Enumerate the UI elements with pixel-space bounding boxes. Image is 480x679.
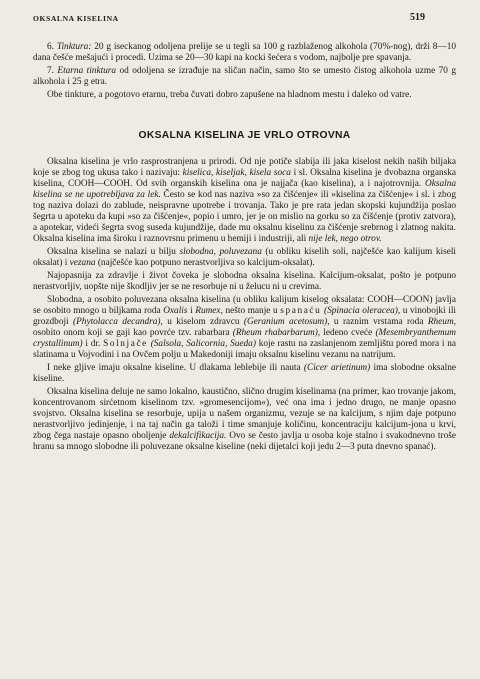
italic-text: (Spinacia oleracea) — [324, 305, 398, 316]
italic-text: Oksalna kiselina se ne upotrebljava za lek. — [33, 178, 456, 201]
paragraph — [33, 66, 456, 88]
text-run: 6. — [47, 42, 57, 52]
text-run: Oksalna kiselina se nalazi u bilju — [47, 247, 180, 258]
text-run: Oksalna kiselina deluje ne samo lokalno, kaustično, slično drugim kiselinama (na primer, kao trovanje jakom, koncentrovanom sirćetnom kiselinom tzv. »gromesencijom«), već ona ima i jedno drugo, ne manje opasno svojstvo. Oksalna kiselina se resorbuje, upija u našem organizmu, vezuje se na kalcijum, s njim daje potpuno nerastvorljivo jedinjenje, i na taj način ga taloži i time smanjuje količinu, koncentraciju kalcijum-jona u krvi, zbog čega nastaje opasno oboljenje — [33, 386, 456, 441]
text-run: , ledeno cveće — [317, 327, 376, 338]
text-run: , u kiselom zdravcu — [160, 316, 244, 327]
italic-text: (Cicer arietinum) — [303, 362, 371, 373]
paragraph — [33, 387, 456, 454]
italic-text: Rheum — [427, 316, 454, 327]
text-run: , osobito onom koji se gaji kao povrće tzv. rabarbara — [33, 316, 456, 338]
text-run: , nešto manje u — [220, 305, 281, 316]
text-run: , u raznim vrstama roda — [327, 316, 428, 327]
paragraph — [33, 90, 456, 101]
text-run: Često se kod nas naziva »so za čišćenje« ili »kiselina za čišćenje« i sl. i zbog tog naziva dolazi do zablude, neispravne upotrebe i trovanja. Tako je pre rata jedan skopski kujundžija poslao šegrta u apoteku da kupi »so za čišćenje«, popio i umro, jer je on mislio na gorku so za čišćenje (protiv zatvora), a apotekar, videći šegrta svog suseda kujundžije, dade mu oksalnu kiselinu za čišćenje srebrnog i zlatnog nakita. Oksalna kiselina ima široku i raznovrsnu primenu u hemiji i industriji, ali — [33, 190, 456, 245]
italic-text: Rumex — [195, 305, 221, 316]
italic-text: (Salsola, Salicornia, Sueda) — [150, 339, 256, 350]
text-run: (najčešće kao potpuno nerastvorljiva so kalcijum-oksalat). — [95, 258, 315, 269]
section-body — [33, 157, 456, 453]
italic-text: (Geranium acetosum) — [243, 316, 328, 327]
paragraph — [33, 363, 456, 385]
page-body — [33, 42, 456, 455]
paragraph — [33, 247, 456, 269]
italic-text: slobodna, poluvezana — [179, 247, 262, 258]
italic-text: vezana — [69, 258, 96, 269]
text-run: i sl. Oksalna kiselina je dvobazna organska kiselina, COOH—COOH. Od svih organskih kiselina ona je najjača (kao kiselina), a i najotrovnija. — [33, 167, 457, 189]
text-run: 7. — [47, 65, 58, 76]
paragraph — [33, 42, 456, 64]
text-run: i — [187, 305, 196, 316]
italic-text: (Phytolacca decandra) — [73, 316, 161, 327]
text-run: Najopasnija za zdravlje i život čoveka je slobodna oksalna kiselina. Kalcijum-oksalat, pošto je potpuno nerastvorljiv, uopšte nije škodljiv jer se ne resorbuje ni u želucu ni u crevima. — [33, 270, 456, 292]
text-run: Ovo se često javlja u osoba koje stalno i svakodnevno troše hranu sa mnogo slobodne ili poluvezane oksalne kiseline (neki dijetalci koji jedu 2—3 puta dnevno spanać). — [33, 430, 457, 453]
paragraph — [33, 157, 456, 246]
text-run: Obe tinkture, a pogotovo etarnu, treba čuvati dobro zapušene na hladnom mestu i daleko od vatre. — [47, 89, 412, 100]
text-run: koje rastu na zaslanjenom zemljištu pored mora i na slatinama u Vojvodini i na Ovčem polju u Makedoniji imaju oksalnu kiselinu vezanu na natrijum. — [33, 339, 457, 361]
spaced-text: spanaću — [280, 305, 322, 316]
italic-text: Oxalis — [163, 305, 188, 316]
intro-section — [33, 42, 456, 101]
text-run: (u obliku kiselih soli, najčešće kao kalijum kiseli oksalat) i — [33, 247, 456, 269]
text-run: od odoljena se izrađuje na sličan način, samo što se umesto čistog alkohola uzme 70 g alkohola i 25 g etra. — [33, 65, 457, 87]
italic-text: (Rheum rhabarbarum) — [232, 327, 318, 338]
italic-text: nije lek, nego otrov. — [308, 234, 382, 245]
text-run: Oksalna kiselina je vrlo rasprostranjena u prirodi. Od nje potiče slabija ili jaka kiselost nekih naših biljaka koje se zbog tog ukusa tako i nazivaju: — [33, 156, 456, 178]
text-run: 20 g iseckanog odoljena prelije se u tegli sa 100 g razblaženog alkohola (70%-nog), drži 8—10 dana češće mešajući i procedi. Uzima se 20—30 kapi na kocki šećera s vodom, najbolje pre spavanja. — [33, 42, 456, 64]
running-header-title: OKSALNA KISELINA — [33, 14, 119, 23]
paragraph — [33, 271, 456, 293]
section-heading: OKSALNA KISELINA JE VRLO OTROVNA — [138, 129, 351, 141]
italic-text: Tinktura: — [56, 42, 92, 52]
italic-text: dekalcifikacija. — [169, 430, 227, 441]
page-number: 519 — [410, 12, 425, 23]
text-run: I neke gljive imaju oksalne kiseline. U dlakama leblebije ili nauta — [47, 362, 304, 373]
italic-text: kiselica, kiseljak, kisela soca — [182, 167, 291, 178]
paragraph — [33, 295, 456, 362]
text-run: , u vinobojki ili grozdboji — [33, 305, 456, 327]
italic-text: (Mesembryanthemum crystallinum) — [33, 327, 456, 350]
text-run: ima slobodne oksalne kiseline. — [33, 362, 456, 384]
spaced-text: Solnjače — [103, 339, 148, 350]
text-run: i dr. — [82, 339, 104, 350]
text-run: Slobodna, a osobito poluvezana oksalna kiselina (u obliku kalijum kiselog oksalata: COOH—COON) javlja se osobito mnogo u biljkama roda — [33, 294, 456, 316]
italic-text: Etarna tinktura — [57, 65, 117, 76]
